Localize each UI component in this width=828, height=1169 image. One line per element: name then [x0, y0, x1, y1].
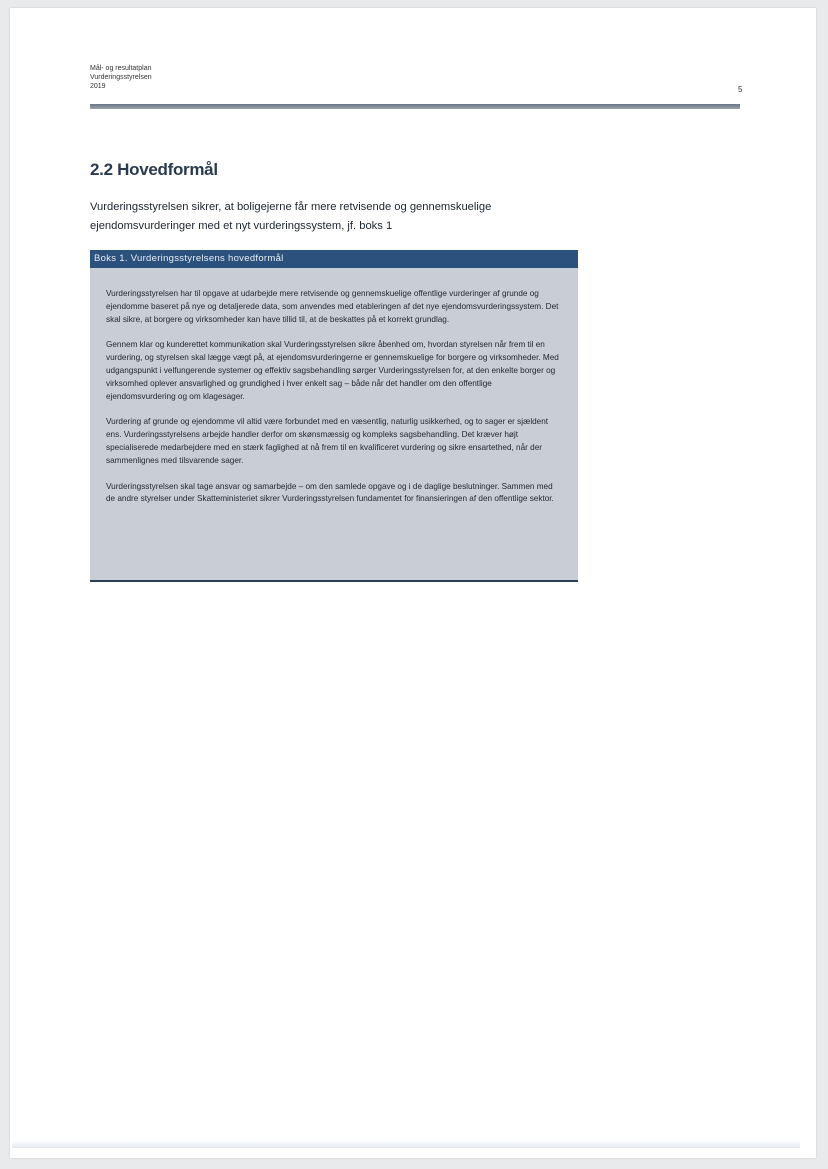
scan-edge — [12, 1140, 800, 1148]
info-box — [90, 250, 578, 582]
document-page — [10, 8, 816, 1158]
section-intro: Vurderingsstyrelsen sikrer, at boligejerne får mere retvisende og gennemskuelige ejendomsvurderinger med et nyt vurderingssystem, jf. boks 1 — [90, 201, 492, 232]
info-box-body — [90, 268, 578, 580]
info-box-paragraph: Vurderingsstyrelsen skal tage ansvar og samarbejde – om den samlede opgave og i de daglige beslutninger. Sammen med de andre styrelser under Skatteministeriet sikrer Vurderingsstyrelsen fundamentet for finansieringen af den offentlige sektor. — [106, 481, 554, 504]
header-year: 2019 — [90, 83, 106, 90]
section-title: 2.2 Hovedformål — [90, 160, 218, 179]
info-box-paragraph: Vurderingsstyrelsen har til opgave at udarbejde mere retvisende og gennemskuelige offentlige vurderinger af grunde og ejendomme baseret på nye og detaljerede data, som anvendes med etableringen af det nye ejendomsvurderingssystem. Det skal sikre, at borgere og virksomheder kan have tillid til, at de beskattes på et korrekt grundlag. — [106, 289, 559, 324]
page-number: 5 — [738, 85, 743, 94]
header-divider — [90, 104, 740, 109]
info-box-title: Boks 1. Vurderingsstyrelsens hovedformål — [90, 250, 578, 268]
info-box-bottom-rule — [90, 580, 578, 582]
info-box-paragraph: Gennem klar og kunderettet kommunikation skal Vurderingsstyrelsen sikre åbenhed om, hvordan styrelsen når frem til en vurdering, og styrelsen skal lægge vægt på, at ejendomsvurderingerne er gennemskuelige for borgere og virksomheder. Med udgangspunkt i velfungerende systemer og effektiv sagsbehandling sørger Vurderingsstyrelsen for, at den enkelte borger og virksomhed oplever ansvarlighed og grundighed i hver enkelt sag – både når det handler om den offentlige ejendomsvurdering og om klagesager. — [106, 340, 559, 401]
running-header — [90, 64, 740, 91]
header-plan-title: Mål- og resultatplan — [90, 65, 152, 72]
header-agency: Vurderingsstyrelsen — [90, 74, 152, 81]
info-box-paragraph: Vurdering af grunde og ejendomme vil altid være forbundet med en væsentlig, naturlig usikkerhed, og to sager er sjældent ens. Vurderingsstyrelsens arbejde handler derfor om skønsmæssig og kompleks sagsbehandling. Det kræver højt specialiserede medarbejdere med en stærk faglighed at nå frem til en kvalificeret vurdering og sikre ensartethed, når der sammenlignes med tilsvarende sager. — [106, 417, 549, 465]
